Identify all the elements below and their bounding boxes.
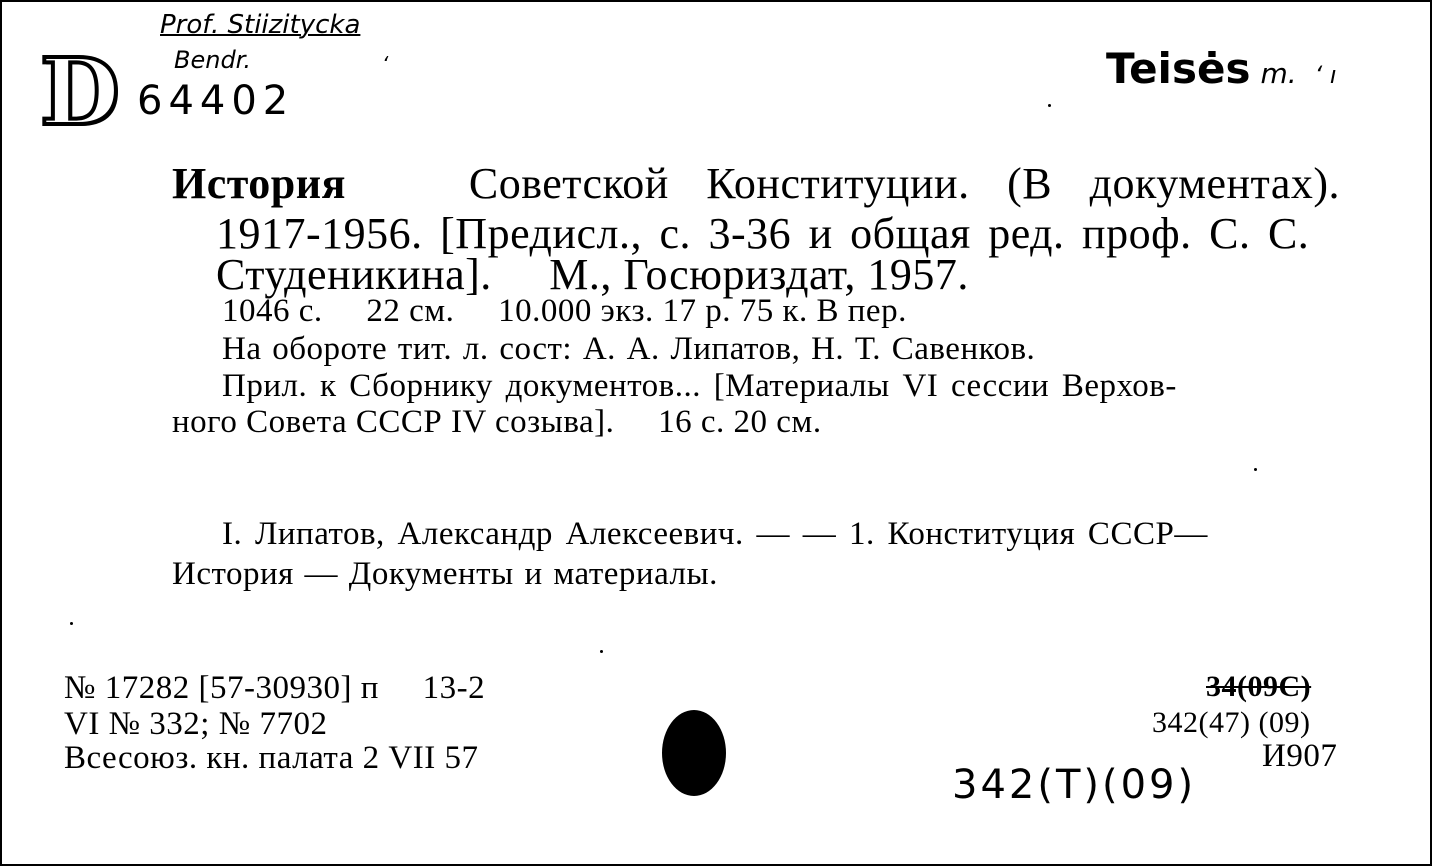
location-stamp	[1106, 44, 1337, 93]
footer-left-line-1: № 17282 [57-30930] п 13-2	[64, 670, 486, 706]
location-mark: m.	[1260, 57, 1297, 90]
footer-index: И907	[1262, 738, 1338, 774]
entry-line-3: Студеникина]. М., Госюриздат, 1957.	[216, 250, 969, 299]
handwritten-tick: ‘	[382, 52, 389, 76]
entry-author-word: История	[172, 159, 346, 208]
entry-title: Советской Конституции. (В документах).	[468, 159, 1340, 208]
entry-line-7: ного Совета СССР IV созыва]. 16 с. 20 см.	[172, 404, 822, 440]
handwritten-classification: 342(Т)(09)	[952, 762, 1197, 808]
speck	[1254, 468, 1257, 471]
location-ticks: ‘ ı	[1314, 61, 1337, 89]
entry-line-2: 1917-1956. [Предисл., с. 3-36 и общая ред. проф. С. С.	[216, 209, 1310, 258]
entry-heading-line	[172, 159, 1340, 208]
handwritten-number: 64402	[137, 78, 295, 124]
entry-line-4: 1046 с. 22 см. 10.000 экз. 17 р. 75 к. В пер.	[222, 293, 907, 329]
speck	[1048, 104, 1051, 107]
speck	[70, 622, 73, 625]
punch-hole	[662, 710, 726, 796]
entry-line-5: На обороте тит. л. сост: А. А. Липатов, Н. Т. Савенков.	[222, 331, 1036, 367]
tracing-line-1: I. Липатов, Александр Алексеевич. — — 1. Конституция СССР—	[222, 516, 1208, 552]
footer-left-line-2: VI № 332; № 7702	[64, 706, 328, 742]
footer-left-line-3: Всесоюз. кн. палата 2 VII 57	[64, 740, 479, 776]
stamp-letter: D	[40, 38, 120, 146]
location-stamp-text: Teisės	[1106, 44, 1251, 93]
footer-class-code: 342(47) (09)	[1152, 706, 1311, 739]
footer-old-class-code: 34(09С)	[1206, 670, 1312, 703]
speck	[600, 650, 603, 653]
tracing-line-2: История — Документы и материалы.	[172, 556, 718, 592]
handwritten-subline: Bendr.	[174, 46, 251, 74]
handwritten-name: Prof. Stiizitycka	[160, 10, 361, 40]
entry-line-6: Прил. к Сборнику документов... [Материалы VI сессии Верхов-	[222, 368, 1177, 404]
